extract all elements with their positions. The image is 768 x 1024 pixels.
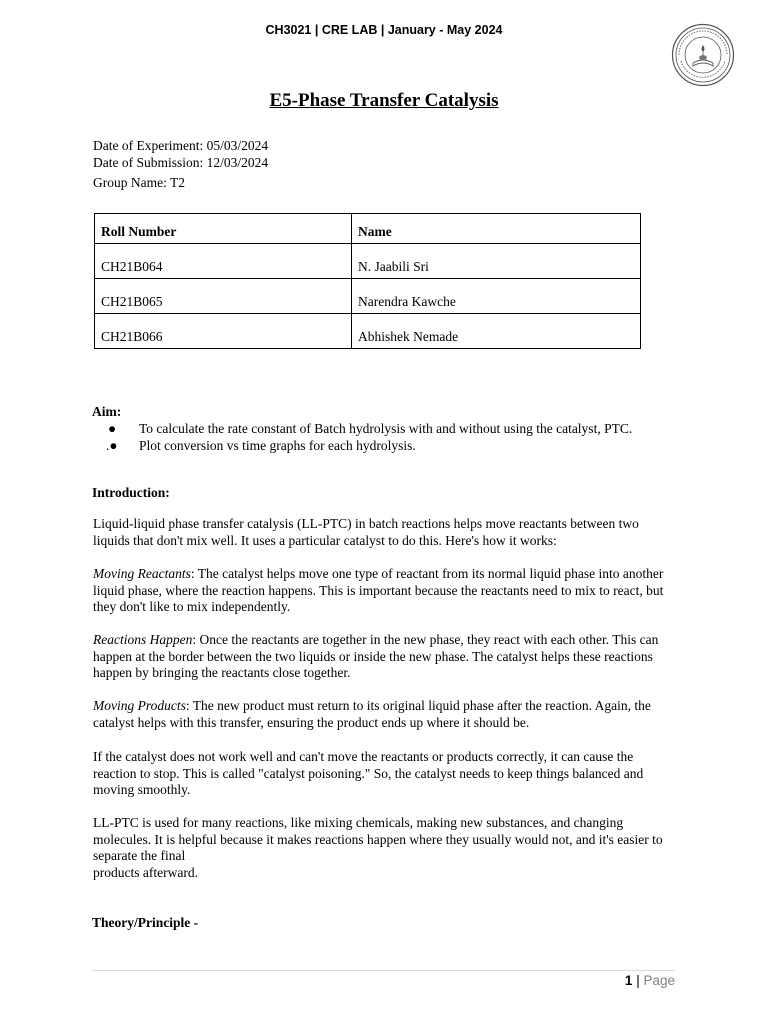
name-cell: N. Jaabili Sri [352, 244, 641, 279]
footer-separator: | [636, 973, 640, 988]
name-cell: Narendra Kawche [352, 279, 641, 314]
catalyst-poisoning-paragraph: If the catalyst does not work well and can't move the reactants or products correctly, it can cause the reaction to stop. This is called "catalyst poisoning." So, the catalyst needs to keep things balanced and moving smoothly. [93, 749, 644, 798]
table-header-row [95, 214, 641, 244]
date-of-experiment: Date of Experiment: 05/03/2024 [93, 138, 269, 153]
bullet-icon: .● [106, 438, 118, 453]
moving-reactants-label: Moving Reactants [93, 566, 191, 581]
roll-number-cell: CH21B065 [95, 279, 352, 314]
moving-products-text: : The new product must return to its original liquid phase after the reaction. Again, the catalyst helps with this transfer, ensuring the product ends up where it should be. [93, 698, 651, 730]
page-label: Page [643, 973, 675, 988]
moving-products-label: Moving Products [93, 698, 186, 713]
footer-divider [92, 970, 675, 971]
reactions-happen-paragraph [93, 632, 673, 682]
running-header: CH3021 | CRE LAB | January - May 2024 [265, 23, 503, 37]
intro-paragraph: Liquid-liquid phase transfer catalysis (LL-PTC) in batch reactions helps move reactants between two liquids that don't mix well. It uses a particular catalyst to do this. Here's how it works: [93, 516, 639, 548]
aim-heading: Aim: [92, 404, 122, 419]
table-row [95, 314, 641, 349]
aim-list [108, 420, 632, 454]
group-members-table [94, 213, 641, 349]
list-item [108, 420, 632, 437]
moving-reactants-paragraph [93, 566, 673, 616]
date-of-submission: Date of Submission: 12/03/2024 [93, 155, 269, 170]
name-cell: Abhishek Nemade [352, 314, 641, 349]
theory-heading: Theory/Principle - [92, 915, 199, 930]
group-name: Group Name: T2 [93, 175, 185, 190]
bullet-icon: ● [108, 421, 117, 436]
page-footer [625, 973, 675, 988]
table-row [95, 244, 641, 279]
aim-item-text: Plot conversion vs time graphs for each hydrolysis. [139, 438, 416, 453]
page-number: 1 [624, 973, 633, 988]
document-title: E5-Phase Transfer Catalysis [269, 90, 499, 111]
list-item [108, 437, 632, 454]
roll-number-cell: CH21B064 [95, 244, 352, 279]
ll-ptc-uses-final-line: products afterward. [93, 865, 198, 880]
table-row [95, 279, 641, 314]
institute-seal-icon [671, 23, 735, 87]
column-header-name: Name [352, 214, 641, 244]
aim-item-text: To calculate the rate constant of Batch hydrolysis with and without using the catalyst, PTC. [139, 421, 633, 436]
introduction-heading: Introduction: [92, 485, 170, 500]
reactions-happen-label: Reactions Happen [93, 632, 193, 647]
column-header-roll-number: Roll Number [95, 214, 352, 244]
reactions-happen-text: : Once the reactants are together in the new phase, they react with each other. This can happen at the border between the two liquids or inside the new phase. The catalyst helps these reactions happen by bringing the reactants close together. [93, 632, 659, 681]
moving-products-paragraph [93, 698, 673, 731]
ll-ptc-uses-paragraph: LL-PTC is used for many reactions, like mixing chemicals, making new substances, and changing molecules. It is helpful because it makes reactions happen where they usually would not, and it's easier to separate the final [93, 815, 663, 864]
moving-reactants-text: : The catalyst helps move one type of reactant from its normal liquid phase into another liquid phase, where the reaction happens. This is important because the reactants need to mix to react, but they don't like to mix independently. [93, 566, 664, 615]
roll-number-cell: CH21B066 [95, 314, 352, 349]
